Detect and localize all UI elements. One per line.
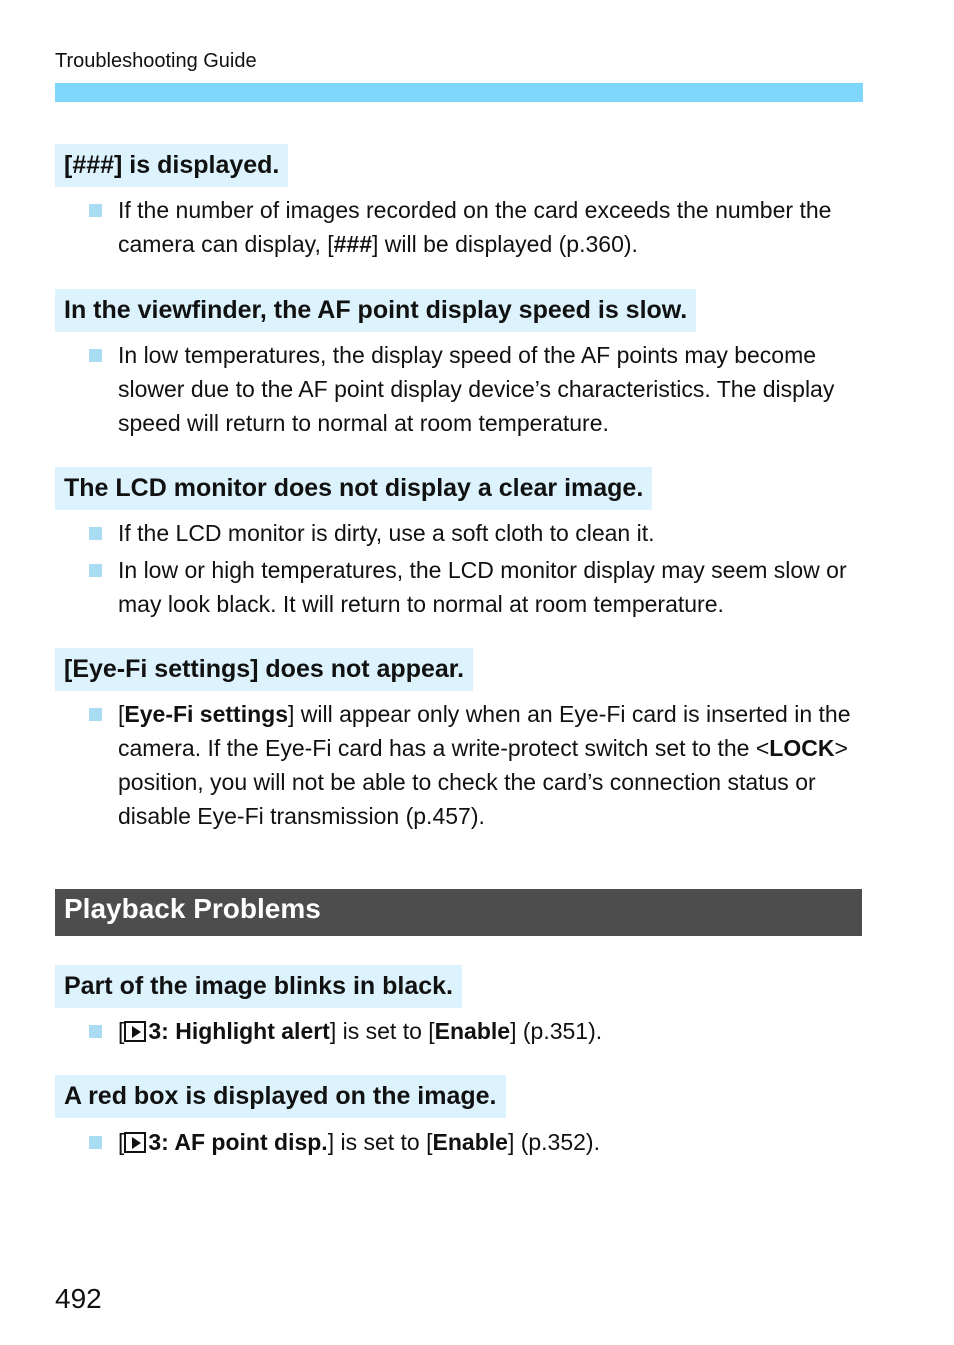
list-item [87,553,877,621]
subheading-eye-fi-settings: [Eye-Fi settings] does not appear. [55,648,473,691]
playback-icon [124,1021,146,1042]
list-item-text: [Eye-Fi settings] will appear only when an Eye-Fi card is inserted in the camera. If the Eye-Fi card has a write-protect switch set to the <LOCK> position, you will not be able to check the card’s connection status or disable Eye-Fi transmission (p.457). [118,701,851,829]
bullet-icon [89,527,102,540]
subheading-number-display: [###] is displayed. [55,144,288,187]
subheading-red-box: A red box is displayed on the image. [55,1075,506,1118]
list-item-text: In low or high temperatures, the LCD monitor display may seem slow or may look black. It will return to normal at room temperature. [118,557,847,617]
playback-icon [124,1132,146,1153]
bullet-icon [89,1025,102,1038]
bullet-icon [89,1136,102,1149]
header-color-bar [55,83,863,102]
list-item [87,193,877,261]
list-item-text: [ 3: Highlight alert] is set to [Enable] (p.351). [118,1018,603,1044]
subheading-lcd-monitor: The LCD monitor does not display a clear image. [55,467,652,510]
list-item-text: In low temperatures, the display speed of the AF points may become slower due to the AF point display device’s characteristics. The display speed will return to normal at room temperature. [118,342,835,436]
list-item [87,516,877,550]
subheading-image-blinks: Part of the image blinks in black. [55,965,462,1008]
bullet-icon [89,708,102,721]
list-item [87,338,877,440]
subheading-af-display-speed: In the viewfinder, the AF point display speed is slow. [55,289,696,332]
running-header: Troubleshooting Guide [55,50,257,72]
list-item [87,1014,877,1048]
list-item [87,697,877,833]
section-title-playback-problems: Playback Problems [55,889,862,936]
bullet-icon [89,204,102,217]
bullet-icon [89,564,102,577]
page-number: 492 [55,1283,102,1314]
bullet-icon [89,349,102,362]
list-item-text: If the number of images recorded on the card exceeds the number the camera can display, [###] will be displayed (p.360). [118,197,832,257]
list-item-text: [ 3: AF point disp.] is set to [Enable] (p.352). [118,1129,600,1155]
list-item-text: If the LCD monitor is dirty, use a soft cloth to clean it. [118,520,655,546]
list-item [87,1125,877,1159]
